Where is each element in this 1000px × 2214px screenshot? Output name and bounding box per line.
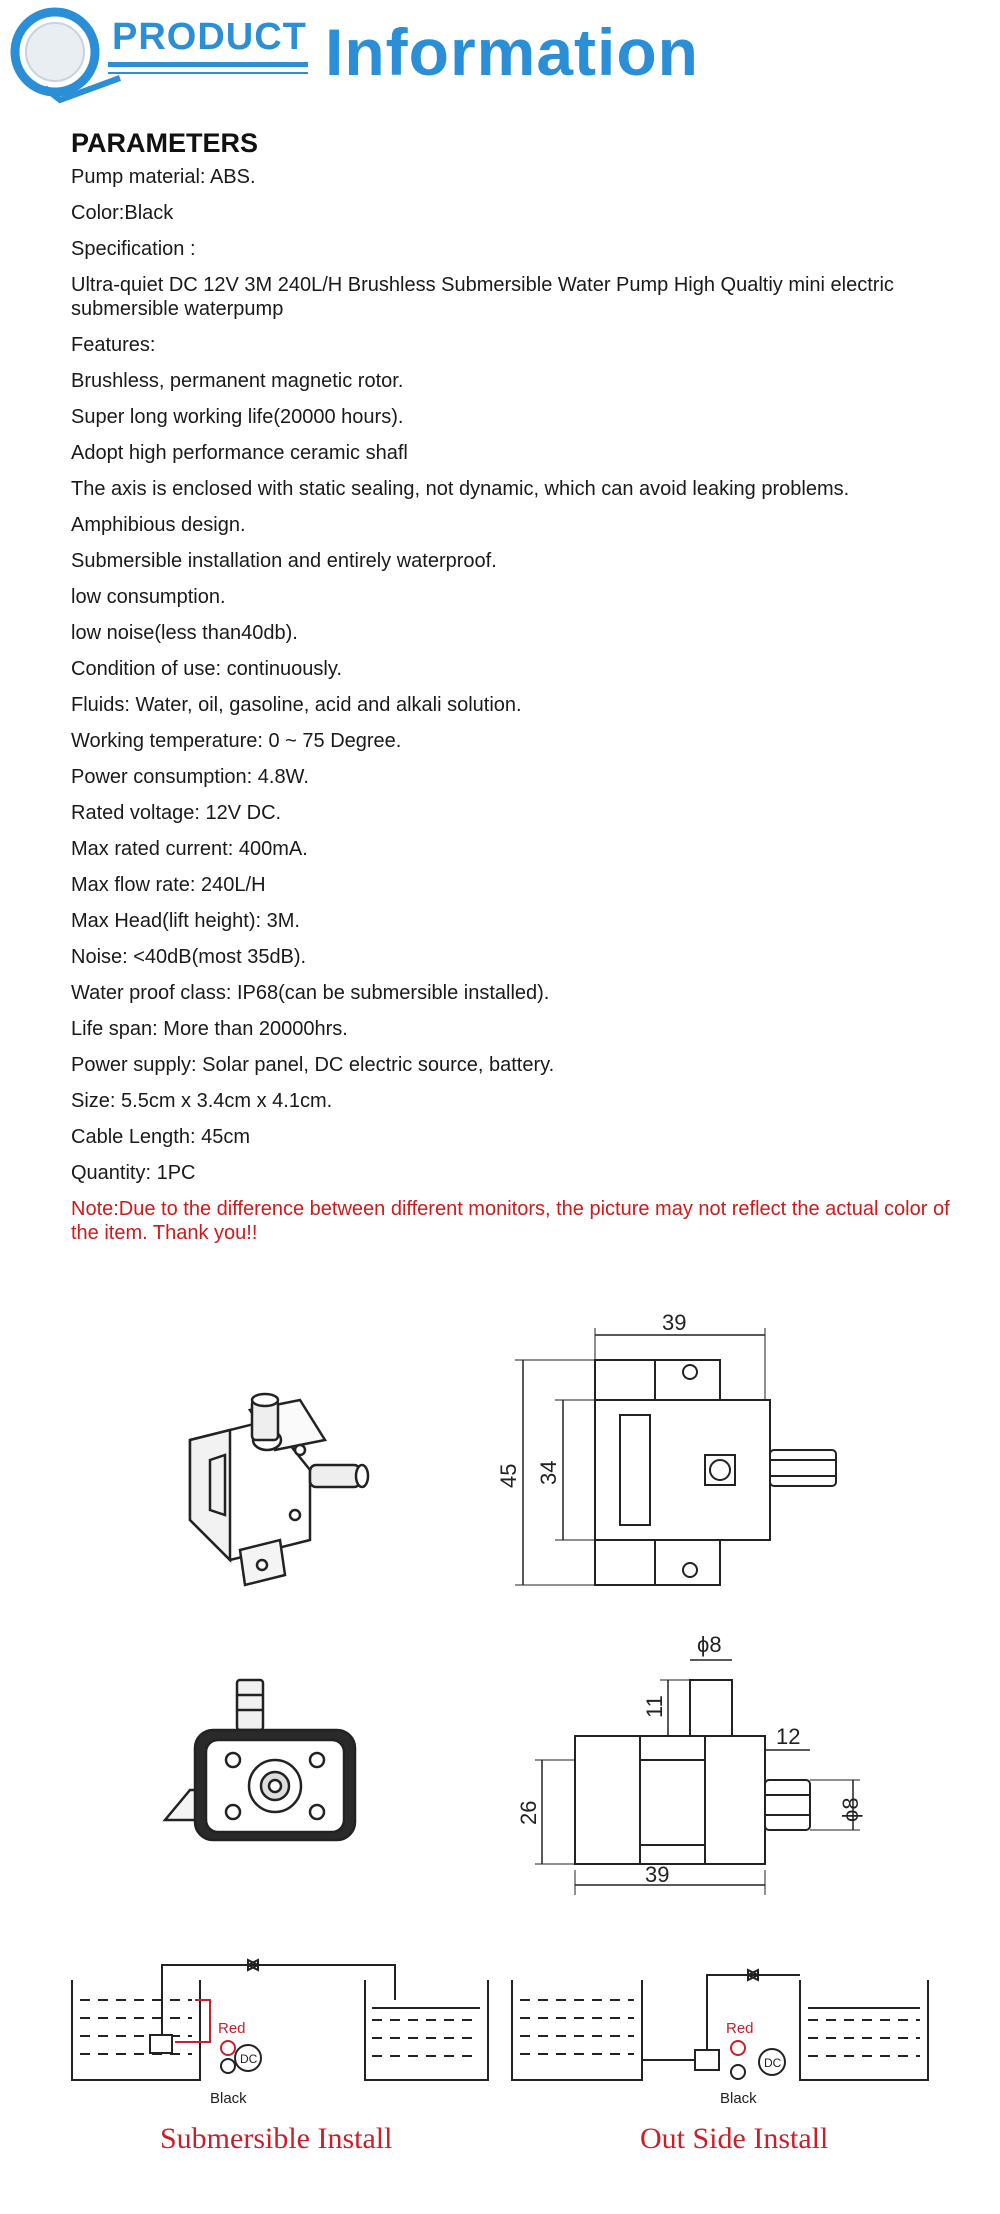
dim-side-length: 12 <box>776 1724 801 1749</box>
parameter-line: Ultra-quiet DC 12V 3M 240L/H Brushless Submersible Water Pump High Qualtiy mini electric submersible waterpump <box>71 274 894 320</box>
dim-top-width: 39 <box>662 1310 687 1335</box>
parameter-line: Water proof class: IP68(can be submersible installed). <box>71 982 550 1004</box>
black-wire-label-right: Black <box>720 2090 757 2107</box>
red-wire-label-left: Red <box>218 2020 246 2037</box>
parameter-line: Max rated current: 400mA. <box>71 838 308 860</box>
dim-height-outer: 45 <box>496 1463 521 1488</box>
dim-height-inner: 34 <box>536 1460 561 1485</box>
parameter-line: Adopt high performance ceramic shafl <box>71 442 408 464</box>
parameter-line: Max flow rate: 240L/H <box>71 874 266 896</box>
parameter-line: Life span: More than 20000hrs. <box>71 1018 348 1040</box>
dim-bottom-width: 39 <box>645 1862 670 1887</box>
badge-underline-thin <box>108 72 308 74</box>
submersible-install-diagram <box>72 1960 488 2080</box>
parameter-line: Features: <box>71 334 156 356</box>
parameters-heading: PARAMETERS <box>71 128 259 158</box>
parameter-line: Max Head(lift height): 3M. <box>71 910 300 932</box>
dc-label-right: DC <box>764 2056 782 2070</box>
install-svg <box>0 1930 1000 2209</box>
parameter-line: Fluids: Water, oil, gasoline, acid and alkali solution. <box>71 694 522 716</box>
parameter-line: Submersible installation and entirely waterproof. <box>71 550 497 572</box>
parameter-line: Specification : <box>71 238 196 260</box>
parameter-line: Rated voltage: 12V DC. <box>71 802 282 824</box>
pump-back-view <box>165 1680 355 1840</box>
parameter-line: Power consumption: 4.8W. <box>71 766 309 788</box>
parameter-line: Working temperature: 0 ~ 75 Degree. <box>71 730 402 752</box>
parameter-line: The axis is enclosed with static sealing, not dynamic, which can avoid leaking problems. <box>71 478 850 500</box>
color-note: Note:Due to the difference between different monitors, the picture may not reflect the actual color of the item. Thank you!! <box>71 1198 950 1244</box>
product-information-banner <box>0 0 1000 110</box>
outside-install-caption: Out Side Install <box>640 2122 829 2155</box>
parameter-line: low noise(less than40db). <box>71 622 298 644</box>
outside-install-diagram <box>512 1970 928 2080</box>
pump-side-dimension-view <box>535 1660 860 1895</box>
parameter-line: Color:Black <box>71 202 174 224</box>
parameter-line: Cable Length: 45cm <box>71 1126 251 1148</box>
dimension-drawings <box>0 1290 1000 1910</box>
parameter-line: Brushless, permanent magnetic rotor. <box>71 370 404 392</box>
parameters-section <box>71 128 971 1257</box>
parameter-line: Condition of use: continuously. <box>71 658 342 680</box>
parameter-line: Quantity: 1PC <box>71 1162 196 1184</box>
parameter-line: Size: 5.5cm x 3.4cm x 4.1cm. <box>71 1090 333 1112</box>
badge-disc <box>26 23 84 81</box>
black-wire-label-left: Black <box>210 2090 247 2107</box>
submersible-install-caption: Submersible Install <box>160 2122 393 2155</box>
dim-outlet-length: 11 <box>642 1695 667 1718</box>
dim-outlet-diameter: ϕ8 <box>697 1632 722 1657</box>
dim-body-height: 26 <box>516 1800 541 1825</box>
parameter-line: Super long working life(20000 hours). <box>71 406 404 428</box>
dim-side-diameter: ϕ8 <box>838 1797 863 1822</box>
dc-label-left: DC <box>240 2052 258 2066</box>
red-wire-label-right: Red <box>726 2020 754 2037</box>
drawings-svg <box>0 1290 1000 1910</box>
pump-perspective-illustration <box>190 1394 368 1585</box>
parameter-line: Amphibious design. <box>71 514 246 536</box>
badge-word: PRODUCT <box>112 16 307 58</box>
installation-diagrams <box>0 1930 1000 2209</box>
parameter-line: Power supply: Solar panel, DC electric source, battery. <box>71 1054 555 1076</box>
parameter-list <box>71 165 971 1185</box>
badge-underline <box>108 62 308 67</box>
parameter-line: low consumption. <box>71 586 226 608</box>
parameter-line: Pump material: ABS. <box>71 166 256 188</box>
pump-front-dimension-view <box>515 1328 836 1585</box>
parameter-line: Noise: <40dB(most 35dB). <box>71 946 307 968</box>
page-title: Information <box>325 15 699 89</box>
